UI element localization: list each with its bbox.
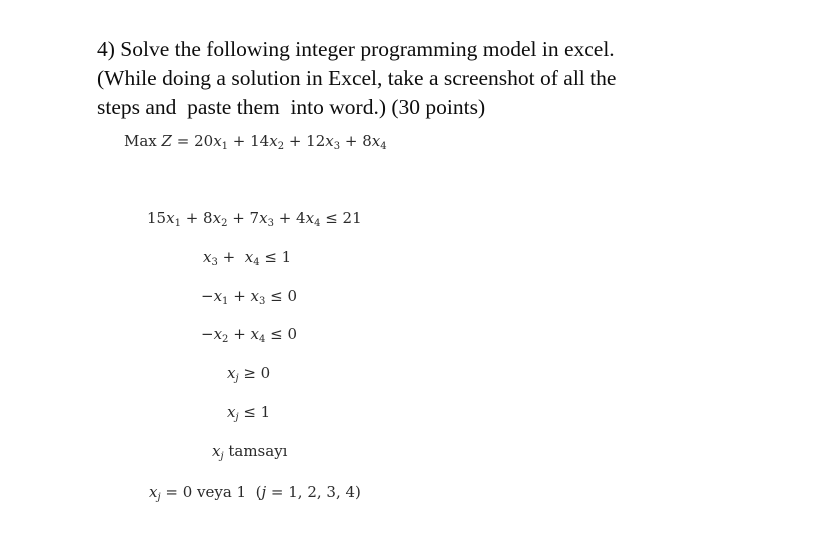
index-set: = 1, 2, 3, 4	[270, 483, 356, 501]
binary-word: = 0 veya 1	[165, 483, 247, 501]
constraint-1: $15x_1 + 8x_2 + 7x_3 + 4x_4 \le 21$	[147, 209, 362, 229]
constraint-2: $x_3 + x_4 \le 1$	[203, 248, 292, 268]
nonnegativity-constraint: $x_j \ge 0$	[227, 364, 271, 384]
objective-label: Max	[124, 132, 157, 150]
upper-bound-constraint: $x_j \le 1$	[227, 403, 271, 423]
integer-word: tamsayı	[228, 442, 288, 460]
integer-constraint: $x_j$ tamsayı	[212, 442, 288, 462]
question-line-1: 4) Solve the following integer programming model in excel.	[97, 37, 615, 61]
question-line-2: (While doing a solution in Excel, take a screenshot of all the	[97, 66, 617, 90]
constraint-4: $-x_2 + x_4 \le 0$	[201, 325, 298, 345]
binary-constraint: $x_j = 0$ veya 1 (j = 1, 2, 3, 4)	[149, 483, 361, 503]
constraint-3: $-x_1 + x_3 \le 0$	[201, 287, 298, 307]
objective-function: Max $Z = 20x_1 + 14x_2 + 12x_3 + 8x_4$	[124, 132, 387, 152]
question-text	[97, 35, 737, 122]
question-line-3: steps and paste them into word.) (30 points)	[97, 95, 486, 119]
